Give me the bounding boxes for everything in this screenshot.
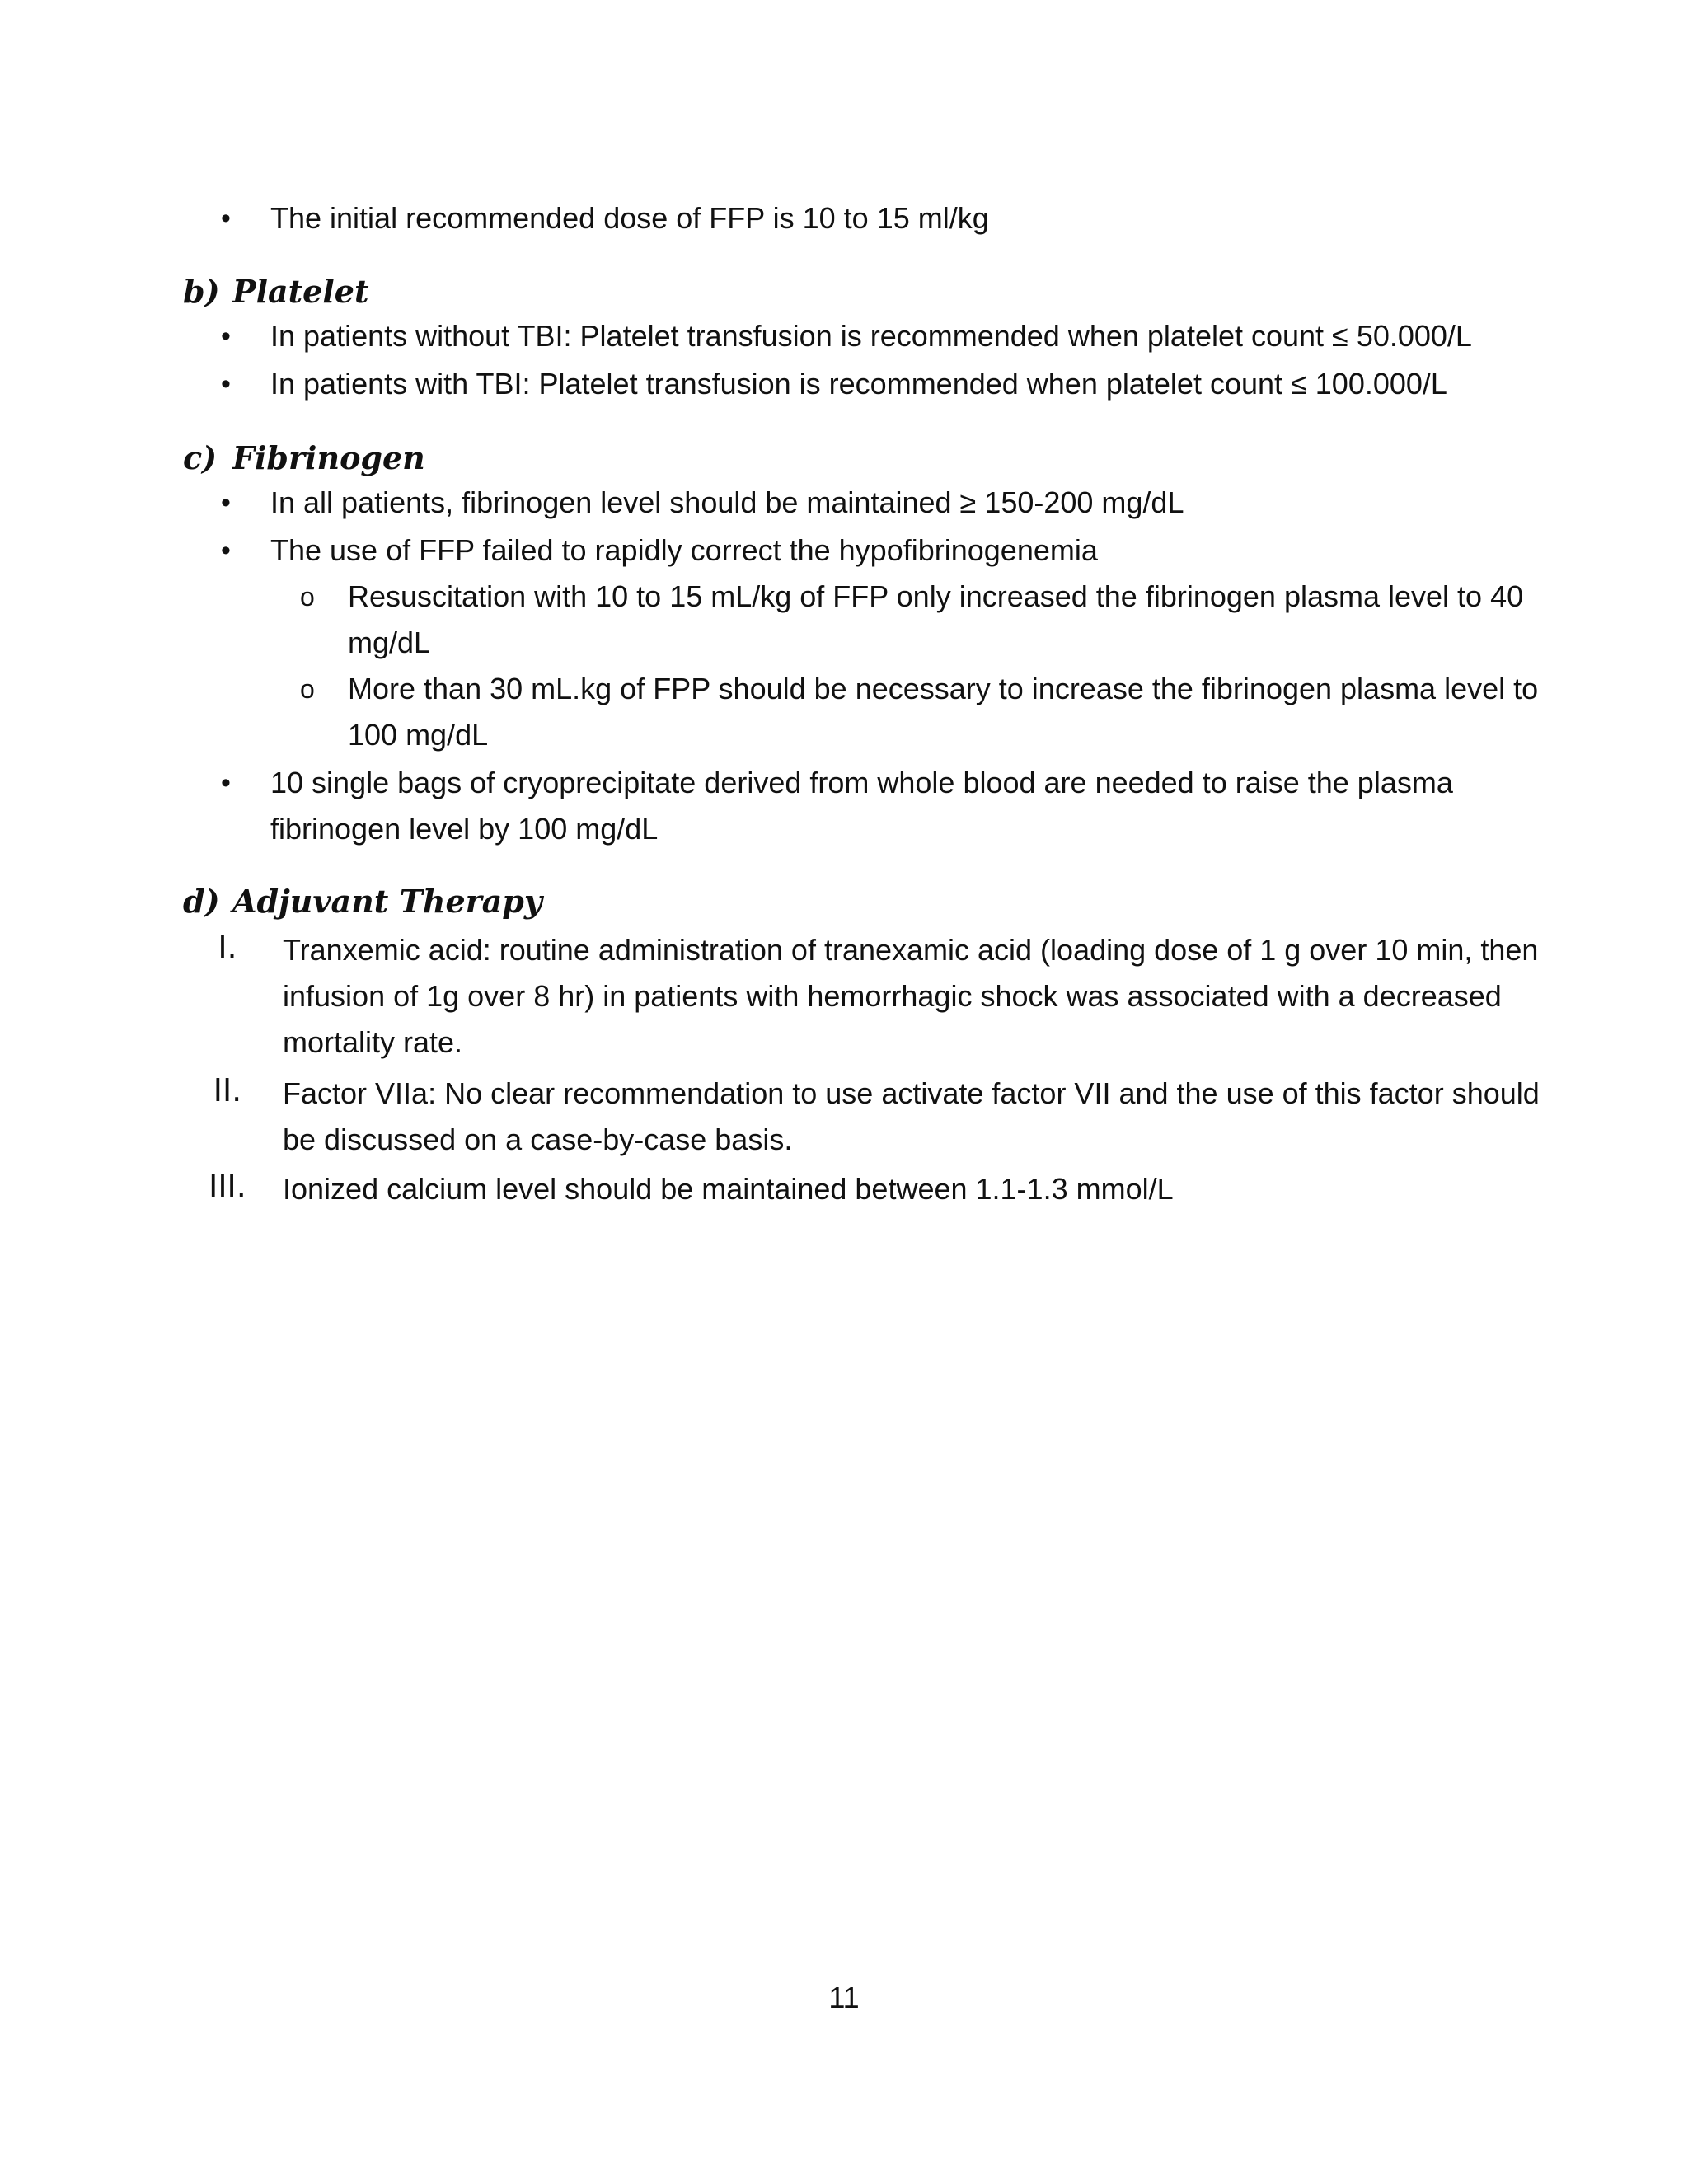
bullet-marker: • — [221, 535, 231, 566]
bullet-item — [221, 760, 1556, 852]
section-label: d) — [183, 883, 220, 920]
bullet-marker: • — [221, 368, 231, 400]
section-title: Platelet — [232, 273, 369, 310]
sub-bullet-item — [300, 666, 1559, 758]
bullet-item — [221, 195, 1556, 241]
section-label: b) — [183, 273, 220, 310]
bullet-text: In patients with TBI: Platelet transfusion is recommended when platelet count ≤ 100.000/L — [270, 367, 1447, 401]
section-title: Fibrinogen — [232, 439, 425, 476]
sub-bullet-item — [300, 574, 1559, 666]
bullet-item — [221, 480, 1556, 526]
section-heading-platelet — [183, 269, 369, 315]
bullet-text: The initial recommended dose of FFP is 10 to 15 ml/kg — [270, 201, 989, 235]
bullet-marker: • — [221, 487, 231, 518]
roman-numeral: II. — [213, 1072, 242, 1108]
page-number: 11 — [828, 1980, 860, 2014]
bullet-marker: • — [221, 203, 231, 234]
section-title: Adjuvant Therapy — [232, 883, 542, 920]
sub-bullet-text: Resuscitation with 10 to 15 mL/kg of FFP only increased the fibrinogen plasma level to 40 mg/dL — [348, 579, 1524, 659]
bullet-item — [221, 361, 1556, 407]
roman-numeral: III. — [209, 1168, 246, 1204]
bullet-item — [221, 527, 1556, 574]
numbered-item-text: Ionized calcium level should be maintained between 1.1-1.3 mmol/L — [283, 1172, 1174, 1206]
bullet-marker: • — [221, 767, 231, 799]
sub-bullet-text: More than 30 mL.kg of FPP should be necessary to increase the fibrinogen plasma level to 100 mg/dL — [348, 672, 1539, 752]
bullet-text: In all patients, fibrinogen level should be maintained ≥ 150-200 mg/dL — [270, 485, 1184, 519]
numbered-item-text: Tranxemic acid: routine administration of tranexamic acid (loading dose of 1 g over 10 min, then infusion of 1g over 8 hr) in patients with hemorrhagic shock was associated with a decreased mortality rate. — [283, 933, 1539, 1059]
numbered-item-text: Factor VIIa: No clear recommendation to use activate factor VII and the use of this factor should be discussed on a case-by-case basis. — [283, 1076, 1540, 1156]
section-heading-adjuvant-therapy — [183, 879, 542, 925]
numbered-item — [213, 1071, 1568, 1163]
sub-bullet-marker: o — [300, 582, 315, 612]
section-heading-fibrinogen — [183, 435, 425, 481]
sub-bullet-marker: o — [300, 674, 315, 704]
numbered-item — [209, 1166, 1568, 1212]
roman-numeral: I. — [218, 929, 237, 965]
numbered-item — [218, 927, 1568, 1066]
bullet-item — [221, 313, 1556, 359]
bullet-text: In patients without TBI: Platelet transfusion is recommended when platelet count ≤ 50.000/L — [270, 319, 1472, 353]
section-label: c) — [183, 439, 218, 476]
bullet-marker: • — [221, 321, 231, 352]
bullet-text: 10 single bags of cryoprecipitate derived from whole blood are needed to raise the plasma fibrinogen level by 100 mg/dL — [270, 766, 1453, 846]
bullet-text: The use of FFP failed to rapidly correct the hypofibrinogenemia — [270, 533, 1098, 567]
